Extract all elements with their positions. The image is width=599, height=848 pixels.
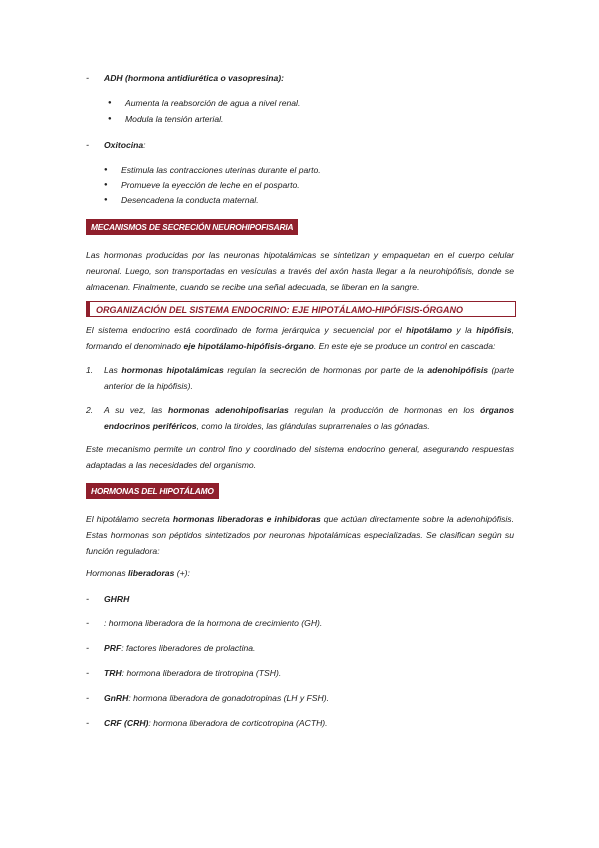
- list-dash: -: [86, 668, 89, 678]
- list-dash: -: [86, 643, 89, 653]
- list-item: Promueve la eyección de leche en el posparto.: [121, 180, 300, 190]
- list-item: TRH: hormona liberadora de tirotropina (TSH).: [104, 668, 282, 678]
- paragraph: Este mecanismo permite un control fino y coordinado del sistema endocrino general, asegurando respuestas adaptadas a las necesidades del organismo.: [86, 444, 514, 470]
- bullet-icon: ●: [104, 167, 108, 173]
- list-dash: -: [86, 73, 89, 83]
- list-item: Estimula las contracciones uterinas durante el parto.: [121, 165, 321, 175]
- paragraph: Las hormonas producidas por las neuronas hipotalámicas se sintetizan y empaquetan en el cuerpo celular neuronal. Luego, son transportadas en vesículas a través del axón hasta llegar a la neurohipófisis, donde se almacenan. Finalmente, cuando se recibe una señal adecuada, se liberan en la sangre.: [86, 250, 514, 292]
- oxitocina-label: Oxitocina:: [104, 140, 146, 150]
- section-heading: MECANISMOS DE SECRECIÓN NEUROHIPOFISARIA: [86, 219, 298, 235]
- list-item: A su vez, las hormonas adenohipofisarias regulan la producción de hormonas en los órganos endocrinos periféricos, como la tiroides, las glándulas suprarrenales o las gónadas.: [104, 405, 514, 431]
- list-dash: -: [86, 618, 89, 628]
- list-item: Desencadena la conducta maternal.: [121, 195, 259, 205]
- list-item: Aumenta la reabsorción de agua a nivel renal.: [125, 98, 301, 108]
- bullet-icon: ●: [108, 100, 112, 106]
- list-dash: -: [86, 693, 89, 703]
- paragraph: El sistema endocrino está coordinado de forma jerárquica y secuencial por el hipotálamo y la hipófisis, formando el denominado eje hipotálamo-hipófisis-órgano. En este eje se produce un control en cascada:: [86, 325, 514, 351]
- list-item: Modula la tensión arterial.: [125, 114, 224, 124]
- paragraph: El hipotálamo secreta hormonas liberadoras e inhibidoras que actúan directamente sobre la adenohipófisis. Estas hormonas son péptidos sintetizados por neuronas hipotalámicas especializadas. Se clasifican según su función reguladora:: [86, 514, 514, 556]
- section-heading: HORMONAS DEL HIPOTÁLAMO: [86, 483, 219, 499]
- list-dash: -: [86, 594, 89, 604]
- list-item: GHRH: [104, 594, 130, 604]
- list-item: : hormona liberadora de la hormona de crecimiento (GH).: [104, 618, 323, 628]
- list-number: 1.: [86, 365, 94, 375]
- list-item: GnRH: hormona liberadora de gonadotropinas (LH y FSH).: [104, 693, 329, 703]
- list-item: Las hormonas hipotalámicas regulan la secreción de hormonas por parte de la adenohipófisis (parte anterior de la hipófisis).: [104, 365, 515, 391]
- list-dash: -: [86, 140, 89, 150]
- list-item: CRF (CRH): hormona liberadora de corticotropina (ACTH).: [104, 718, 328, 728]
- subheading: Hormonas liberadoras (+):: [86, 568, 190, 578]
- section-heading: ORGANIZACIÓN DEL SISTEMA ENDOCRINO: EJE HIPOTÁLAMO-HIPÓFISIS-ÓRGANO: [86, 301, 516, 317]
- bullet-icon: ●: [108, 116, 112, 122]
- bullet-icon: ●: [104, 197, 108, 203]
- list-item: PRF: factores liberadores de prolactina.: [104, 643, 256, 653]
- adh-label: ADH (hormona antidiurética o vasopresina):: [104, 73, 285, 83]
- list-number: 2.: [86, 405, 94, 415]
- list-dash: -: [86, 718, 89, 728]
- bullet-icon: ●: [104, 182, 108, 188]
